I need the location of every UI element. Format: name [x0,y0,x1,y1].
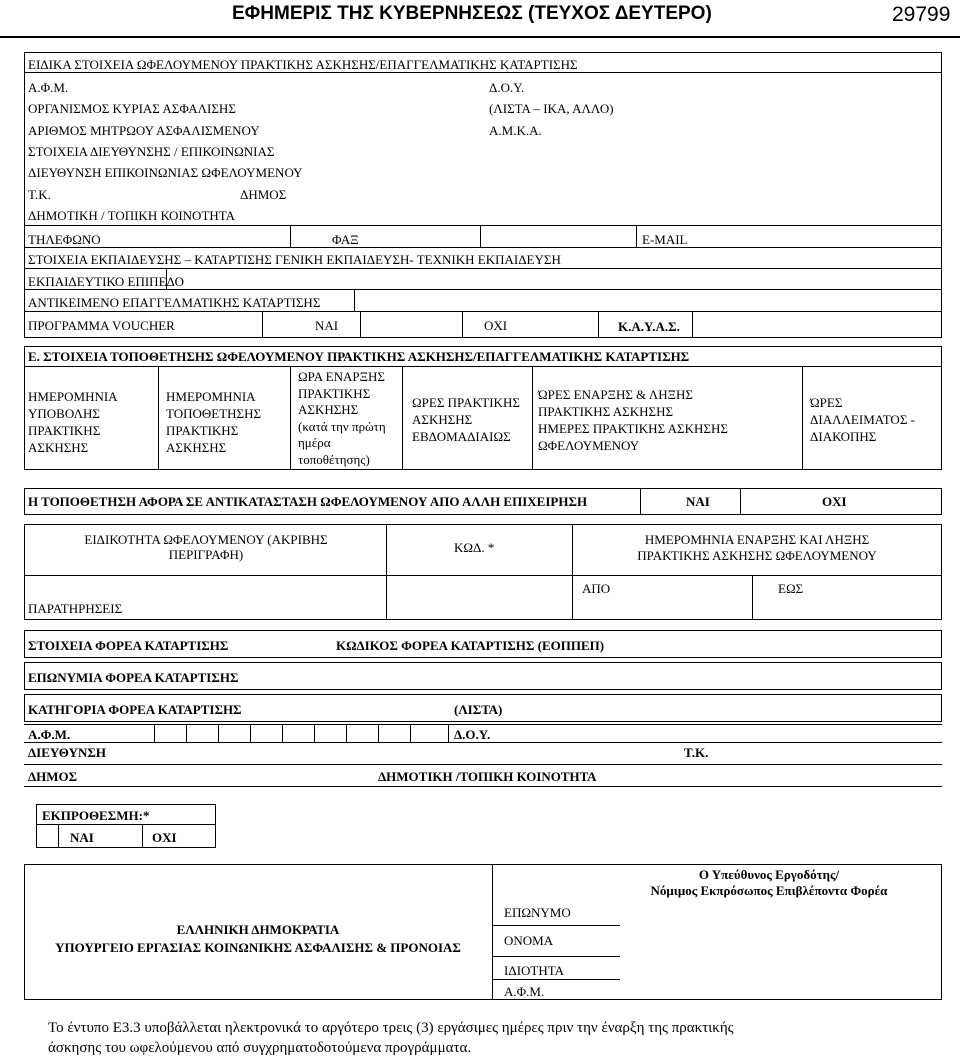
row-divider [24,786,942,787]
column-header-line: ΗΜΕΡΟΜΗΝΙΑ [28,389,118,404]
column-header-line: ΑΣΚΗΣΗΣ [28,440,89,455]
phone-label: ΤΗΛΕΦΩΝΟ [28,232,101,247]
page-number: 29799 [892,3,951,26]
contact-address-label: ΔΙΕΥΘΥΝΣΗ ΕΠΙΚΟΙΝΩΝΙΑΣ ΩΦΕΛΟΥΜΕΝΟΥ [28,165,303,180]
contact-heading: ΣΤΟΙΧΕΙΑ ΔΙΕΥΘΥΝΣΗΣ / ΕΠΙΚΟΙΝΩΝΙΑΣ [28,144,275,159]
placement-section-title: Ε. ΣΤΟΙΧΕΙΑ ΤΟΠΟΘΕΤΗΣΗΣ ΩΦΕΛΟΥΜΕΝΟΥ ΠΡΑΚΤΙΚΗΣ ΑΣΚΗΣΗΣ/ΕΠΑΓΓΕΛΜΑΤΙΚΗΣ ΚΑΤΑΡΤΙΣΗΣ [28,349,690,364]
column-divider [532,366,533,470]
column-header-line: τοποθέτησης) [298,451,370,467]
cell-divider [598,311,599,338]
voucher-yes-option[interactable]: ΝΑΙ [315,318,339,333]
column-header-line: ΕΒΔΟΜΑΔΙΑΙΩΣ [412,429,511,444]
registry-number-label: ΑΡΙΘΜΟΣ ΜΗΤΡΩΟΥ ΑΣΦΑΛΙΣΜΕΝΟΥ [28,123,260,138]
deadline-yes-option[interactable]: ΝΑΙ [70,830,94,845]
cell-divider [354,289,355,311]
digit-box-divider [378,724,379,742]
row-divider [24,366,942,367]
row-divider [492,956,620,957]
cell-divider [360,311,361,338]
dates-line: ΠΡΑΚΤΙΚΗΣ ΑΣΚΗΣΗΣ ΩΦΕΛΟΥΜΕΝΟΥ [637,548,877,563]
education-heading: ΣΤΟΙΧΕΙΑ ΕΚΠΑΙΔΕΥΣΗΣ – ΚΑΤΑΡΤΙΣΗΣ ΓΕΝΙΚΗ ΕΚΠΑΙΔΕΥΣΗ- ΤΕΧΝΙΚΗ ΕΚΠΑΙΔΕΥΣΗ [28,252,561,267]
provider-name-label: ΕΠΩΝΥΜΙΑ ΦΟΡΕΑ ΚΑΤΑΡΤΙΣΗΣ [28,670,239,685]
signatory-first-name-label: ΟΝΟΜΑ [504,933,554,948]
column-header-line: ΠΡΑΚΤΙΚΗΣ [28,423,101,438]
column-divider [290,366,291,470]
column-header-line: ΠΡΑΚΤΙΚΗΣ [166,423,239,438]
row-divider [24,289,942,290]
postal-code-label: Τ.Κ. [28,187,51,202]
ministry-label: ΥΠΟΥΡΓΕΙΟ ΕΡΓΑΣΙΑΣ ΚΟΙΝΩΝΙΚΗΣ ΑΣΦΑΛΙΣΗΣ & ΠΡΟΝΟΙΑΣ [55,940,461,955]
row-divider [492,979,620,980]
provider-doy-label: Δ.Ο.Υ. [454,727,491,742]
provider-community-label: ΔΗΜΟΤΙΚΗ /ΤΟΠΙΚΗ ΚΟΙΝΟΤΗΤΑ [378,769,597,784]
insurer-list-hint: (ΛΙΣΤΑ – ΙΚΑ, ΑΛΛΟ) [489,101,614,116]
column-header-line: ΏΡΕΣ ΕΝΑΡΞΗΣ & ΛΗΞΗΣ [538,387,693,402]
column-header-line: ΤΟΠΟΘΕΤΗΣΗΣ [166,406,262,421]
beneficiary-section-title: ΕΙΔΙΚΑ ΣΤΟΙΧΕΙΑ ΩΦΕΛΟΥΜΕΝΟΥ ΠΡΑΚΤΙΚΗΣ ΑΣΚΗΣΗΣ/ΕΠΑΓΓΕΛΜΑΤΙΚΗΣ ΚΑΤΑΡΤΙΣΗΣ [28,57,578,72]
signatory-surname-label: ΕΠΩΝΥΜΟ [504,905,571,920]
community-label: ΔΗΜΟΤΙΚΗ / ΤΟΠΙΚΗ ΚΟΙΝΟΤΗΤΑ [28,208,236,223]
row-divider [24,742,942,743]
provider-code-label: ΚΩΔΙΚΟΣ ΦΟΡΕΑ ΚΑΤΑΡΤΙΣΗΣ (ΕΟΠΠΕΠ) [336,638,605,653]
cell-divider [480,225,481,247]
cell-divider [290,225,291,247]
voucher-no-option[interactable]: ΟΧΙ [484,318,508,333]
column-header-line: ΗΜΕΡΕΣ ΠΡΑΚΤΙΚΗΣ ΑΣΚΗΣΗΣ [538,421,728,436]
row-divider [492,925,620,926]
provider-section-title: ΣΤΟΙΧΕΙΑ ΦΟΡΕΑ ΚΑΤΑΡΤΙΣΗΣ [28,638,229,653]
cell-divider [386,524,387,620]
row-divider [24,764,942,765]
kayas-label: Κ.Α.Υ.Α.Σ. [618,319,680,334]
digit-box-divider [448,724,449,742]
responsible-title-line2: Νόμιμος Εκπρόσωπος Επιβλέποντα Φορέα [650,883,888,898]
placement-column-start-time [298,369,400,468]
column-header-line: ΩΡΕΣ ΠΡΑΚΤΙΚΗΣ [412,395,520,410]
date-from-label: ΑΠΟ [582,581,611,596]
placement-column-weekly-hours [412,394,530,445]
row-divider [36,824,216,825]
footnote-line-2: άσκησης του ωφελούμενου από συγχρηματοδοτούμενα προγράμματα. [48,1040,472,1056]
signatory-capacity-label: ΙΔΙΟΤΗΤΑ [504,963,565,978]
cell-divider [636,225,637,247]
digit-box-divider [314,724,315,742]
specialty-label [28,532,384,562]
column-header-line: ΑΣΚΗΣΗΣ [412,412,473,427]
deadline-label: ΕΚΠΡΟΘΕΣΜΗ:* [42,808,150,823]
digit-box-divider [186,724,187,742]
fax-label: ΦΑΞ [332,232,359,247]
education-level-label: ΕΚΠΑΙΔΕΥΤΙΚΟ ΕΠΙΠΕΔΟ [28,274,185,289]
cell-divider [692,311,693,338]
specialty-line: ΕΙΔΙΚΟΤΗΤΑ ΩΦΕΛΟΥΜΕΝΟΥ (ΑΚΡΙΒΗΣ [84,532,328,547]
row-divider [24,311,942,312]
provider-afm-label: Α.Φ.Μ. [28,727,71,742]
cell-divider [462,311,463,338]
digit-box-divider [154,724,155,742]
column-header-line: ΔΙΑΛΛΕΙΜΑΤΟΣ - [810,412,915,427]
column-divider [802,366,803,470]
cell-divider [640,488,641,515]
column-header-line: ΩΦΕΛΟΥΜΕΝΟΥ [538,438,640,453]
republic-label: ΕΛΛΗΝΙΚΗ ΔΗΜΟΚΡΑΤΙΑ [176,922,340,937]
specialty-code-label: ΚΩΔ. * [454,540,495,555]
column-divider [158,366,159,470]
column-header-line: ΗΜΕΡΟΜΗΝΙΑ [166,389,256,404]
digit-box-divider [250,724,251,742]
cell-divider [262,311,263,338]
provider-category-label: ΚΑΤΗΓΟΡΙΑ ΦΟΡΕΑ ΚΑΤΑΡΤΙΣΗΣ [28,702,242,717]
column-header-line: ΥΠΟΒΟΛΗΣ [28,406,100,421]
replacement-question: Η ΤΟΠΟΘΕΤΗΣΗ ΑΦΟΡΑ ΣΕ ΑΝΤΙΚΑΤΑΣΤΑΣΗ ΩΦΕΛΟΥΜΕΝΟΥ ΑΠΟ ΑΛΛΗ ΕΠΙΧΕΙΡΗΣΗ [28,494,588,509]
provider-category-list-hint: (ΛΙΣΤΑ) [454,702,503,717]
placement-column-break-hours [810,394,938,445]
digit-box-divider [346,724,347,742]
row-divider [24,247,942,248]
column-header-line: ΑΣΚΗΣΗΣ [166,440,227,455]
row-divider [24,575,942,576]
cell-divider [752,575,753,620]
deadline-no-option[interactable]: ΟΧΙ [152,830,177,845]
column-header-line: ΔΙΑΚΟΠΗΣ [810,429,877,444]
column-header-line: (κατά την πρώτη [298,418,386,434]
cell-divider [166,268,167,289]
row-divider [24,72,942,73]
specialty-line: ΠΕΡΙΓΡΑΦΗ) [168,547,244,562]
provider-municipality-label: ΔΗΜΟΣ [28,769,78,784]
digit-box-divider [218,724,219,742]
column-header-line: ΑΣΚΗΣΗΣ [298,402,359,417]
signatory-afm-label: Α.Φ.Μ. [504,984,545,999]
training-subject-label: ΑΝΤΙΚΕΙΜΕΝΟ ΕΠΑΓΓΕΛΜΑΤΙΚΗΣ ΚΑΤΑΡΤΙΣΗΣ [28,295,321,310]
column-header-line: ημέρα [298,435,331,450]
provider-address-label: ΔΙΕΥΘΥΝΣΗ [28,745,106,760]
row-divider [24,225,942,226]
column-header-line: ΠΡΑΚΤΙΚΗΣ [298,385,371,401]
cell-divider [58,824,59,848]
practice-dates-label [576,532,938,564]
responsible-title-line1: Ο Υπεύθυνος Εργοδότης/ [698,867,840,882]
email-label: E-MAIL [642,232,688,247]
replacement-no-option[interactable]: ΟΧΙ [822,494,847,509]
cell-divider [572,524,573,620]
cell-divider [740,488,741,515]
date-to-label: ΕΩΣ [778,581,804,596]
column-header-line: ΩΡΑ ΕΝΑΡΞΗΣ [298,369,385,384]
digit-box-divider [410,724,411,742]
column-header-line: ΠΡΑΚΤΙΚΗΣ ΑΣΚΗΣΗΣ [538,404,674,419]
column-divider [402,366,403,470]
digit-box-divider [282,724,283,742]
placement-column-submission-date [28,388,154,456]
footnote-line-1: Το έντυπο Ε3.3 υποβάλλεται ηλεκτρονικά το αργότερο τρεις (3) εργάσιμες ημέρες πριν την έναρξη της πρακτικής [48,1020,734,1036]
voucher-program-label: ΠΡΟΓΡΑΜΜΑ VOUCHER [28,318,175,333]
beneficiary-doy-label: Δ.Ο.Υ. [489,80,525,95]
dates-line: ΗΜΕΡΟΜΗΝΙΑ ΕΝΑΡΞΗΣ ΚΑΙ ΛΗΞΗΣ [644,532,870,547]
row-divider [24,268,942,269]
beneficiary-afm-label: Α.Φ.Μ. [28,80,69,95]
placement-column-schedule [538,386,800,454]
page-header-title: ΕΦΗΜΕΡΙΣ ΤΗΣ ΚΥΒΕΡΝΗΣΕΩΣ (ΤΕΥΧΟΣ ΔΕΥΤΕΡΟ) [232,3,712,24]
amka-label: Α.Μ.Κ.Α. [489,123,542,138]
provider-postal-code-label: Τ.Κ. [684,745,709,760]
cell-divider [142,824,143,848]
placement-column-placement-date [166,388,288,456]
insurer-label: ΟΡΓΑΝΙΣΜΟΣ ΚΥΡΙΑΣ ΑΣΦΑΛΙΣΗΣ [28,101,236,116]
header-rule [0,36,960,38]
municipality-label: ΔΗΜΟΣ [240,187,287,202]
column-header-line: ΏΡΕΣ [810,395,843,410]
row-divider [24,724,942,725]
replacement-yes-option[interactable]: ΝΑΙ [686,494,710,509]
remarks-label: ΠΑΡΑΤΗΡΗΣΕΙΣ [28,601,123,616]
